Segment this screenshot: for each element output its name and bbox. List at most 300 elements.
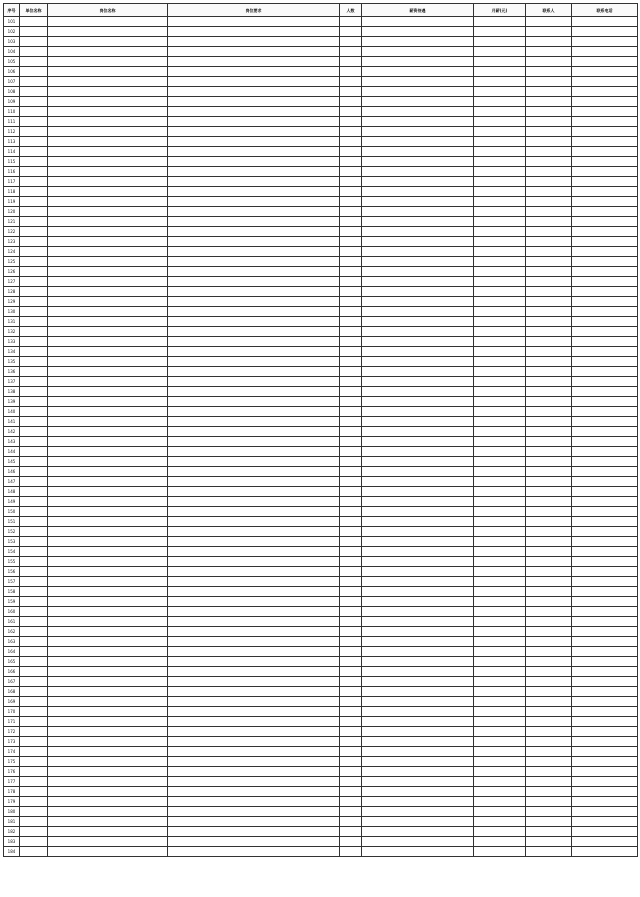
cell-benefits [362,667,474,677]
cell-contact [526,177,572,187]
cell-benefits [362,57,474,67]
cell-index: 141 [4,417,20,427]
cell-position [48,787,168,797]
table-row [4,217,638,227]
cell-unit [20,717,48,727]
cell-benefits [362,537,474,547]
cell-requirements [168,187,340,197]
cell-salary [474,37,526,47]
table-row [4,317,638,327]
cell-phone [572,407,638,417]
table-row [4,627,638,637]
table-row [4,17,638,27]
cell-requirements [168,367,340,377]
cell-benefits [362,757,474,767]
table-row [4,697,638,707]
table-row [4,477,638,487]
cell-salary [474,397,526,407]
cell-index: 129 [4,297,20,307]
cell-requirements [168,627,340,637]
cell-contact [526,397,572,407]
cell-unit [20,317,48,327]
cell-requirements [168,167,340,177]
cell-benefits [362,87,474,97]
cell-index: 113 [4,137,20,147]
cell-position [48,697,168,707]
cell-position [48,367,168,377]
cell-phone [572,567,638,577]
cell-count [340,407,362,417]
cell-position [48,657,168,667]
cell-salary [474,187,526,197]
header-count: 人数 [340,4,362,17]
cell-index: 122 [4,227,20,237]
cell-salary [474,337,526,347]
cell-benefits [362,47,474,57]
cell-position [48,407,168,417]
cell-unit [20,527,48,537]
cell-salary [474,557,526,567]
cell-unit [20,697,48,707]
cell-index: 139 [4,397,20,407]
cell-benefits [362,117,474,127]
cell-contact [526,757,572,767]
cell-salary [474,567,526,577]
cell-salary [474,817,526,827]
cell-phone [572,587,638,597]
cell-requirements [168,717,340,727]
cell-position [48,607,168,617]
cell-count [340,237,362,247]
cell-requirements [168,247,340,257]
table-row [4,197,638,207]
cell-contact [526,647,572,657]
cell-contact [526,347,572,357]
cell-count [340,157,362,167]
cell-unit [20,337,48,347]
cell-count [340,267,362,277]
table-row [4,797,638,807]
cell-count [340,577,362,587]
cell-index: 127 [4,277,20,287]
cell-benefits [362,417,474,427]
cell-count [340,247,362,257]
cell-index: 167 [4,677,20,687]
cell-salary [474,537,526,547]
cell-requirements [168,127,340,137]
cell-position [48,187,168,197]
cell-benefits [362,317,474,327]
cell-unit [20,207,48,217]
cell-contact [526,127,572,137]
cell-contact [526,237,572,247]
cell-position [48,297,168,307]
cell-contact [526,297,572,307]
cell-benefits [362,137,474,147]
cell-salary [474,207,526,217]
cell-salary [474,607,526,617]
cell-count [340,747,362,757]
cell-index: 183 [4,837,20,847]
cell-unit [20,177,48,187]
cell-count [340,587,362,597]
cell-unit [20,67,48,77]
cell-benefits [362,227,474,237]
cell-benefits [362,517,474,527]
cell-salary [474,267,526,277]
table-row [4,787,638,797]
cell-contact [526,387,572,397]
cell-phone [572,387,638,397]
cell-contact [526,337,572,347]
cell-salary [474,197,526,207]
cell-phone [572,527,638,537]
cell-salary [474,97,526,107]
cell-count [340,737,362,747]
table-row [4,587,638,597]
cell-benefits [362,167,474,177]
cell-position [48,737,168,747]
cell-salary [474,417,526,427]
cell-benefits [362,367,474,377]
cell-requirements [168,607,340,617]
cell-contact [526,187,572,197]
cell-contact [526,557,572,567]
cell-count [340,637,362,647]
cell-contact [526,197,572,207]
table-row [4,617,638,627]
cell-contact [526,527,572,537]
cell-requirements [168,17,340,27]
cell-unit [20,17,48,27]
cell-salary [474,287,526,297]
cell-phone [572,137,638,147]
cell-requirements [168,267,340,277]
cell-contact [526,617,572,627]
cell-position [48,627,168,637]
cell-contact [526,497,572,507]
cell-requirements [168,727,340,737]
cell-index: 138 [4,387,20,397]
header-salary: 月薪(元) [474,4,526,17]
cell-requirements [168,507,340,517]
cell-contact [526,677,572,687]
cell-contact [526,447,572,457]
cell-index: 162 [4,627,20,637]
cell-index: 152 [4,527,20,537]
cell-benefits [362,447,474,457]
cell-salary [474,617,526,627]
cell-requirements [168,87,340,97]
cell-count [340,677,362,687]
cell-phone [572,197,638,207]
cell-contact [526,777,572,787]
cell-count [340,627,362,637]
cell-requirements [168,177,340,187]
cell-unit [20,627,48,637]
cell-position [48,747,168,757]
cell-requirements [168,737,340,747]
cell-benefits [362,277,474,287]
cell-index: 147 [4,477,20,487]
cell-benefits [362,737,474,747]
cell-unit [20,647,48,657]
cell-benefits [362,237,474,247]
cell-position [48,687,168,697]
table-row [4,537,638,547]
cell-contact [526,817,572,827]
cell-count [340,57,362,67]
cell-benefits [362,837,474,847]
cell-index: 101 [4,17,20,27]
cell-position [48,487,168,497]
cell-index: 107 [4,77,20,87]
cell-phone [572,227,638,237]
cell-benefits [362,67,474,77]
cell-count [340,607,362,617]
cell-index: 180 [4,807,20,817]
cell-position [48,467,168,477]
cell-phone [572,247,638,257]
cell-salary [474,767,526,777]
cell-index: 177 [4,777,20,787]
cell-phone [572,597,638,607]
cell-requirements [168,47,340,57]
cell-phone [572,17,638,27]
cell-salary [474,257,526,267]
cell-benefits [362,607,474,617]
cell-salary [474,457,526,467]
cell-requirements [168,827,340,837]
cell-benefits [362,567,474,577]
cell-benefits [362,547,474,557]
cell-unit [20,187,48,197]
cell-salary [474,277,526,287]
cell-benefits [362,207,474,217]
cell-position [48,777,168,787]
table-row [4,417,638,427]
cell-count [340,507,362,517]
cell-unit [20,47,48,57]
cell-unit [20,447,48,457]
cell-contact [526,137,572,147]
table-row [4,547,638,557]
cell-index: 134 [4,347,20,357]
cell-benefits [362,287,474,297]
cell-contact [526,227,572,237]
table-row [4,737,638,747]
cell-unit [20,137,48,147]
cell-benefits [362,157,474,167]
cell-count [340,697,362,707]
cell-phone [572,417,638,427]
cell-contact [526,767,572,777]
cell-contact [526,357,572,367]
cell-contact [526,567,572,577]
cell-salary [474,647,526,657]
cell-phone [572,127,638,137]
cell-phone [572,747,638,757]
cell-count [340,567,362,577]
cell-requirements [168,357,340,367]
cell-salary [474,317,526,327]
table-row [4,327,638,337]
cell-index: 125 [4,257,20,267]
cell-count [340,657,362,667]
cell-salary [474,777,526,787]
cell-requirements [168,197,340,207]
cell-benefits [362,77,474,87]
cell-index: 142 [4,427,20,437]
table-row [4,777,638,787]
cell-contact [526,717,572,727]
cell-phone [572,697,638,707]
cell-phone [572,727,638,737]
table-row [4,827,638,837]
cell-phone [572,347,638,357]
cell-phone [572,207,638,217]
cell-unit [20,367,48,377]
cell-benefits [362,707,474,717]
cell-position [48,207,168,217]
cell-salary [474,157,526,167]
cell-requirements [168,577,340,587]
cell-benefits [362,307,474,317]
cell-phone [572,187,638,197]
cell-contact [526,737,572,747]
cell-requirements [168,527,340,537]
cell-index: 112 [4,127,20,137]
table-row [4,837,638,847]
table-header-row [4,4,638,17]
cell-count [340,117,362,127]
cell-position [48,37,168,47]
cell-salary [474,547,526,557]
cell-phone [572,97,638,107]
cell-contact [526,637,572,647]
cell-position [48,677,168,687]
cell-count [340,547,362,557]
cell-requirements [168,327,340,337]
cell-contact [526,537,572,547]
cell-index: 176 [4,767,20,777]
cell-salary [474,587,526,597]
cell-count [340,47,362,57]
cell-contact [526,517,572,527]
cell-phone [572,757,638,767]
cell-contact [526,487,572,497]
cell-unit [20,167,48,177]
table-row [4,727,638,737]
table-row [4,167,638,177]
cell-salary [474,827,526,837]
cell-index: 156 [4,567,20,577]
table-row [4,757,638,767]
cell-benefits [362,297,474,307]
cell-index: 126 [4,267,20,277]
cell-unit [20,387,48,397]
cell-unit [20,707,48,717]
table-row [4,337,638,347]
cell-count [340,457,362,467]
cell-requirements [168,287,340,297]
cell-phone [572,27,638,37]
cell-phone [572,67,638,77]
cell-index: 151 [4,517,20,527]
cell-requirements [168,107,340,117]
header-unit: 单位名称 [20,4,48,17]
cell-index: 160 [4,607,20,617]
cell-unit [20,587,48,597]
cell-index: 163 [4,637,20,647]
cell-phone [572,87,638,97]
cell-phone [572,617,638,627]
cell-index: 178 [4,787,20,797]
cell-requirements [168,777,340,787]
cell-count [340,197,362,207]
cell-position [48,177,168,187]
table-row [4,237,638,247]
cell-unit [20,827,48,837]
cell-count [340,37,362,47]
cell-position [48,527,168,537]
table-row [4,597,638,607]
table-row [4,97,638,107]
cell-requirements [168,157,340,167]
cell-position [48,437,168,447]
cell-unit [20,817,48,827]
cell-requirements [168,707,340,717]
cell-benefits [362,747,474,757]
cell-position [48,267,168,277]
cell-requirements [168,37,340,47]
cell-position [48,107,168,117]
table-row [4,367,638,377]
cell-position [48,277,168,287]
header-requirements: 岗位要求 [168,4,340,17]
cell-position [48,457,168,467]
cell-salary [474,47,526,57]
cell-benefits [362,587,474,597]
cell-contact [526,267,572,277]
cell-position [48,517,168,527]
cell-count [340,527,362,537]
cell-requirements [168,347,340,357]
cell-salary [474,357,526,367]
cell-unit [20,427,48,437]
cell-contact [526,577,572,587]
table-row [4,377,638,387]
cell-position [48,667,168,677]
cell-unit [20,297,48,307]
cell-index: 149 [4,497,20,507]
cell-contact [526,627,572,637]
cell-salary [474,127,526,137]
cell-contact [526,477,572,487]
cell-phone [572,307,638,317]
cell-benefits [362,217,474,227]
cell-position [48,67,168,77]
cell-count [340,257,362,267]
cell-benefits [362,477,474,487]
cell-index: 118 [4,187,20,197]
header-index: 序号 [4,4,20,17]
cell-requirements [168,67,340,77]
cell-salary [474,57,526,67]
cell-phone [572,337,638,347]
cell-contact [526,317,572,327]
table-row [4,607,638,617]
